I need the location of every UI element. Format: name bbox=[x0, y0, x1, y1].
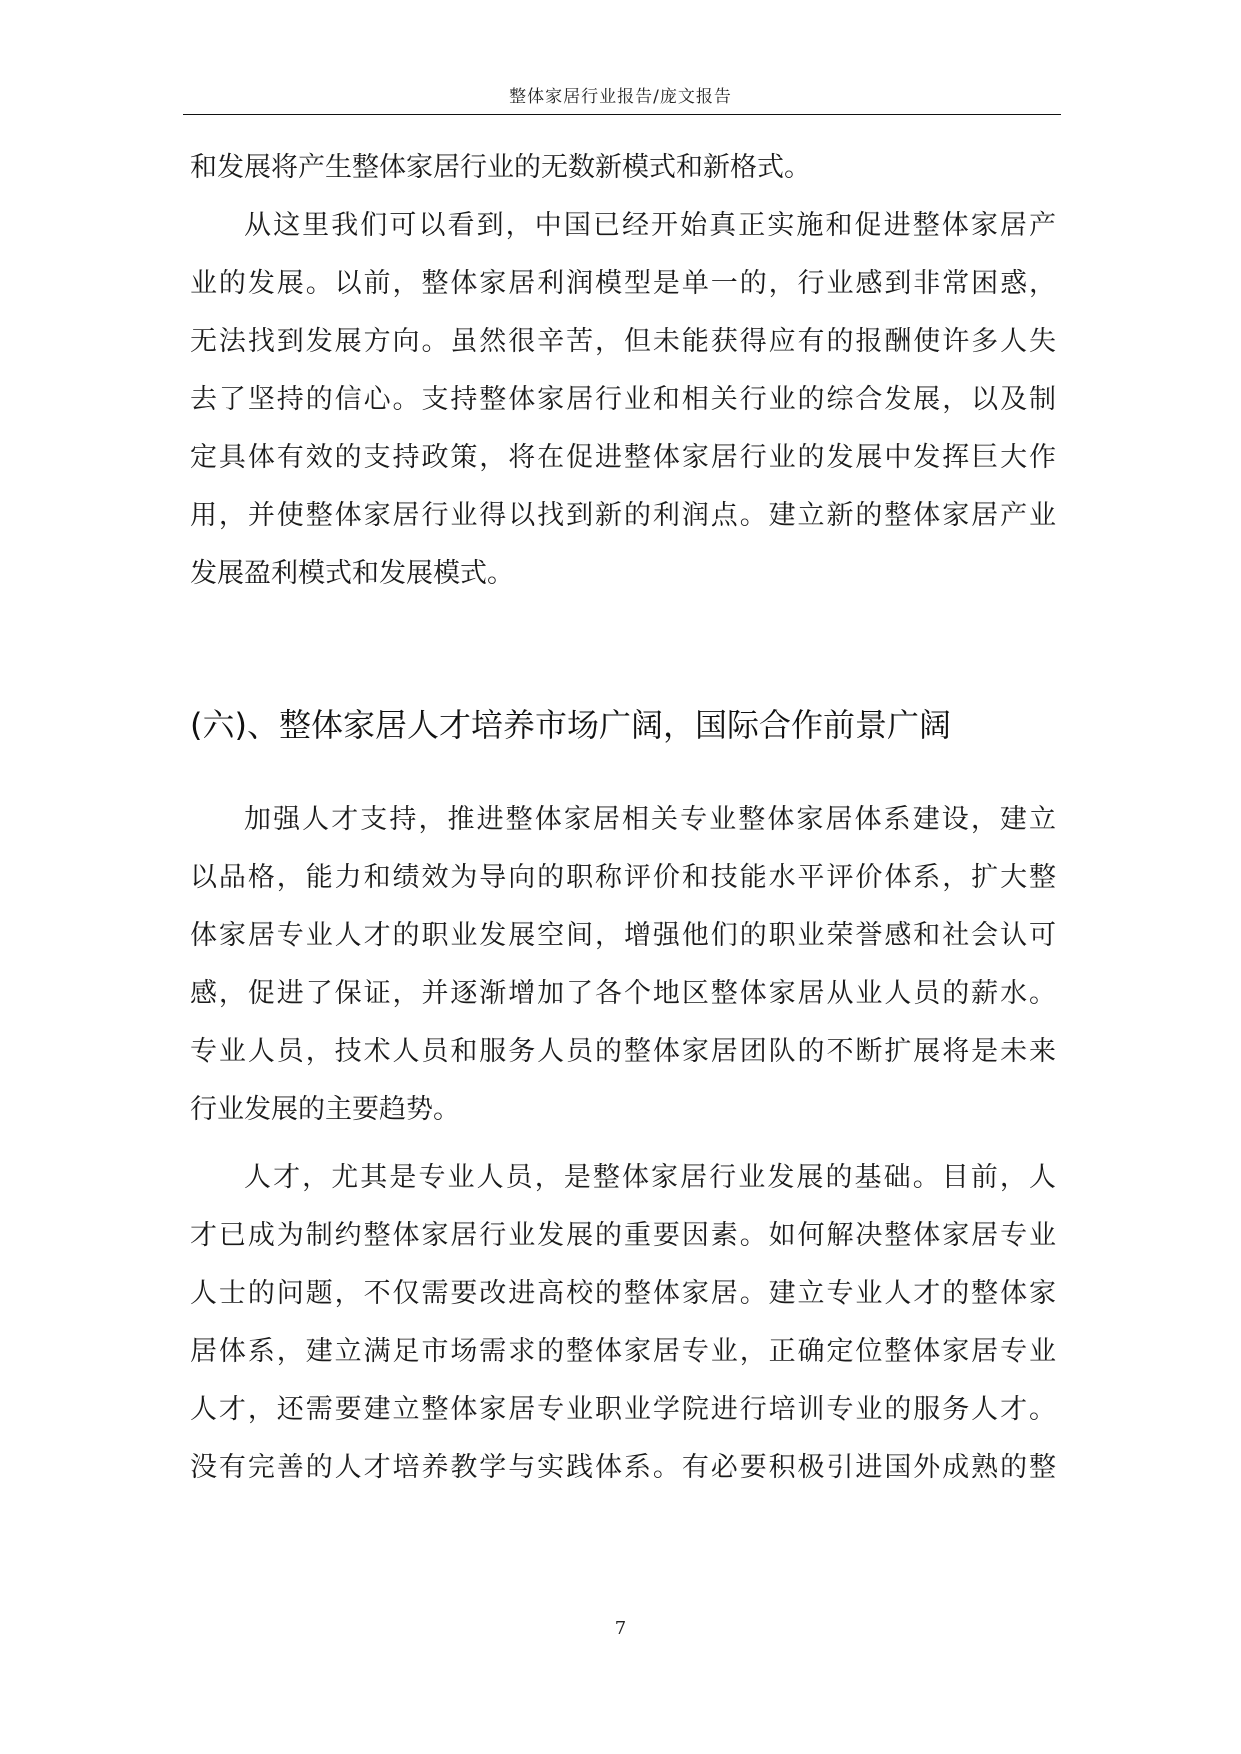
paragraph-line: 和发展将产生整体家居行业的无数新模式和新格式。 bbox=[190, 152, 811, 183]
paragraph-line: 去了坚持的信心。支持整体家居行业和相关行业的综合发展，以及制 bbox=[190, 384, 1056, 415]
paragraph-line: 发展盈利模式和发展模式。 bbox=[190, 558, 514, 589]
paragraph-line: 行业发展的主要趋势。 bbox=[190, 1094, 460, 1125]
paragraph-line: 没有完善的人才培养教学与实践体系。有必要积极引进国外成熟的整 bbox=[190, 1452, 1056, 1483]
paragraph-line: 居体系，建立满足市场需求的整体家居专业，正确定位整体家居专业 bbox=[190, 1336, 1056, 1367]
header-divider bbox=[183, 114, 1061, 115]
paragraph-line: 感，促进了保证，并逐渐增加了各个地区整体家居从业人员的薪水。 bbox=[190, 978, 1056, 1009]
paragraph-line: 定具体有效的支持政策，将在促进整体家居行业的发展中发挥巨大作 bbox=[190, 442, 1056, 473]
paragraph-line: 业的发展。以前，整体家居利润模型是单一的，行业感到非常困惑， bbox=[190, 268, 1056, 299]
paragraph-line: 才已成为制约整体家居行业发展的重要因素。如何解决整体家居专业 bbox=[190, 1220, 1056, 1251]
paragraph-line: 专业人员，技术人员和服务人员的整体家居团队的不断扩展将是未来 bbox=[190, 1036, 1056, 1067]
running-header: 整体家居行业报告/庞文报告 bbox=[509, 87, 732, 107]
paragraph-line: 无法找到发展方向。虽然很辛苦，但未能获得应有的报酬使许多人失 bbox=[190, 326, 1056, 357]
paragraph-line: 人士的问题，不仅需要改进高校的整体家居。建立专业人才的整体家 bbox=[190, 1278, 1056, 1309]
page-number: 7 bbox=[614, 1618, 627, 1639]
paragraph-line: 人才，尤其是专业人员，是整体家居行业发展的基础。目前，人 bbox=[244, 1162, 1056, 1193]
paragraph-line: 体家居专业人才的职业发展空间，增强他们的职业荣誉感和社会认可 bbox=[190, 920, 1056, 951]
paragraph-line: 加强人才支持，推进整体家居相关专业整体家居体系建设，建立 bbox=[244, 804, 1056, 835]
paragraph-line: 以品格，能力和绩效为导向的职称评价和技能水平评价体系，扩大整 bbox=[190, 862, 1056, 893]
paragraph-line: 用，并使整体家居行业得以找到新的利润点。建立新的整体家居产业 bbox=[190, 500, 1056, 531]
paragraph-line: 人才，还需要建立整体家居专业职业学院进行培训专业的服务人才。 bbox=[190, 1394, 1056, 1425]
paragraph-line: 从这里我们可以看到，中国已经开始真正实施和促进整体家居产 bbox=[244, 210, 1056, 241]
section-heading: (六)、整体家居人才培养市场广阔，国际合作前景广阔 bbox=[190, 706, 951, 744]
